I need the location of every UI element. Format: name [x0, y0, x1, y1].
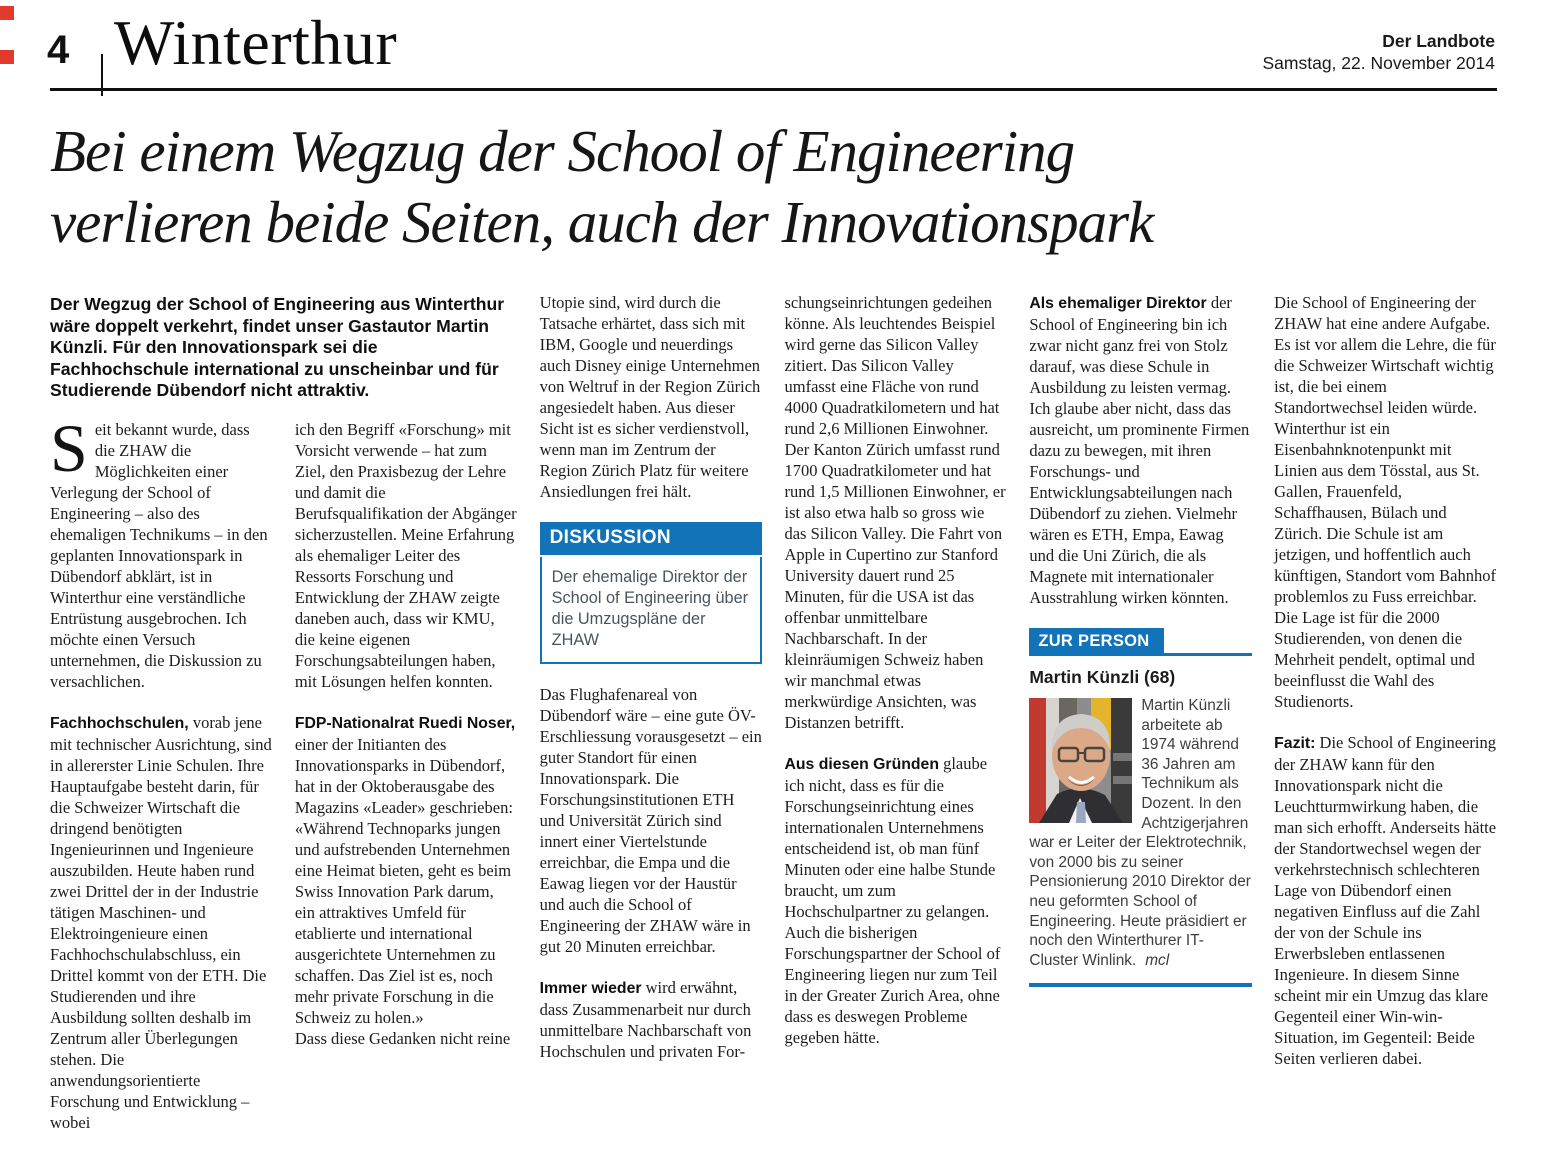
page-number: 4: [47, 28, 70, 72]
headline-line-1: Bei einem Wegzug der School of Engineering: [50, 118, 1075, 184]
author-credit: mcl: [1145, 951, 1170, 969]
headline-line-2: verlieren beide Seiten, auch der Innovationspark: [50, 189, 1154, 255]
paragraph: Dass diese Gedanken nicht reine: [294, 1028, 511, 1048]
diskussion-box-title: DISKUSSION: [540, 522, 763, 555]
person-bio: Martin Künzli arbeitete ab 1974 während 36 Jahren am Technikum als Dozent. In den Achtzigerjahren war er Leiter der Elektrotechnik, von 2000 bis zu seiner Pensionierung 2010 Direktor der neu geformten School of Engineering. Heute präsidiert er noch den Winterthurer IT-Cluster Winlink. mcl: [1029, 697, 1251, 969]
issue-date: Samstag, 22. November 2014: [1262, 53, 1495, 73]
column-5: [1029, 292, 1252, 1153]
zur-person-box: [1029, 628, 1252, 987]
paragraph: Fazit: Die School of Engineering der ZHAW kann für den Innovationspark nicht die Leuchtturmwirkung haben, die man sich erhofft. Anderseits hätte der Standortwechsel wegen der verkehrstechnisch schlechteren Lage von Dübendorf einen negativen Einfluss auf die Zahl der von der Schule ins Erwerbsleben entlassenen Ingenieure. In diesem Sinne scheint mir ein Umzug das klare Gegenteil einer Win-win-Situation, im Gegenteil: Beide Seiten verlieren dabei.: [1274, 733, 1497, 1068]
red-registration-mark-bottom: [0, 50, 14, 64]
header-rule: [50, 88, 1497, 91]
column-3: [540, 292, 763, 1153]
article-body: [50, 292, 1497, 1132]
article-headline: [50, 116, 1500, 258]
paragraph-lead-in: Aus diesen Gründen: [784, 756, 939, 773]
person-box-title: ZUR PERSON: [1029, 628, 1163, 656]
paragraph-lead-in: Fazit:: [1274, 735, 1316, 752]
diskussion-box-text: Der ehemalige Direktor der School of Engineering über die Umzugspläne der ZHAW: [540, 557, 763, 664]
paragraph: Als ehemaliger Direktor der School of Engineering bin ich zwar nicht ganz frei von Stolz darauf, was diese Schule in Ausbildung zu leisten vermag. Ich glaube aber nicht, dass das ausreicht, um prominente Firmen dazu zu bewegen, mit ihren Forschungs- und Entwicklungsabteilungen nach Dübendorf zu ziehen. Vielmehr wären es ETH, Empa, Eawag und die Uni Zürich, die als Magnete mit internationaler Ausstrahlung wirken könnten.: [1029, 293, 1250, 607]
diskussion-box: [540, 522, 763, 664]
person-name: Martin Künzli (68): [1029, 667, 1176, 687]
column-2: [295, 419, 518, 1153]
paragraph: Die School of Engineering der ZHAW hat eine andere Aufgabe. Es ist vor allem die Lehre, die für die Schweizer Wirtschaft wichtig ist, die bei einem Standortwechsel leiden würde. Winterthur ist ein Eisenbahnknotenpunkt mit Linien aus dem Tösstal, aus St. Gallen, Frauenfeld, Schaffhausen, Bülach und Zürich. Die Schule ist am jetzigen, und hoffentlich auch künftigen, Standort vom Bahnhof problemlos zu Fuss erreichbar. Die Lage ist für die 2000 Studierenden, von denen die Mehrheit pendelt, optimal und beeinflusst die Wahl des Studienorts.: [1274, 293, 1496, 711]
portrait-photo: [1029, 698, 1132, 823]
drop-cap: S: [50, 409, 88, 486]
column-4: [784, 292, 1007, 1153]
paragraph-lead-in: FDP-Nationalrat Ruedi Noser,: [294, 714, 516, 732]
paragraph: Seit bekannt wurde, dass die ZHAW die Möglichkeiten einer Verlegung der School of Engineering – also des ehemaligen Technikums – in den geplanten Innovationspark in Dübendorf abklärt, ist in Winterthur eine verständliche Entrüstung ausgebrochen. Ich möchte einen Versuch unternehmen, die Diskussion zu versachlichen.: [50, 409, 268, 691]
column-6: [1274, 292, 1497, 1153]
paragraph: Fachhochschulen, vorab jene mit technischer Ausrichtung, sind in allererster Linie Schulen. Ihre Hauptaufgabe besteht darin, für die Schweizer Wirtschaft die dringend benötigten Ingenieurinnen und Ingenieure auszubilden. Heute haben rund zwei Drittel der in der Industrie tätigen Maschinen- und Elektroingenieure einen Fachhochschulabschluss, ein Drittel kommt von der ETH. Die Studierenden und ihre Ausbildung sollten deshalb im Zentrum aller Überlegungen stehen. Die anwendungsorientierte Forschung und Entwicklung – wobei: [50, 712, 272, 1132]
paragraph-lead-in: Fachhochschulen,: [50, 714, 189, 732]
column-1: [50, 409, 273, 1153]
paper-name: Der Landbote: [1382, 31, 1495, 51]
lead-paragraph: Der Wegzug der School of Engineering aus Winterthur wäre doppelt verkehrt, findet unser Gastautor Martin Künzli. Für den Innovationspark sei die Fachhochschule international zu unscheinbar und für Studierende Dübendorf nicht attraktiv.: [50, 294, 505, 400]
paragraph-lead-in: Immer wieder: [539, 980, 642, 997]
paragraph-lead-in: Als ehemaliger Direktor: [1029, 295, 1207, 312]
paragraph: schungseinrichtungen gedeihen könne. Als leuchtendes Beispiel wird gerne das Silicon Valley zitiert. Das Silicon Valley umfasst eine Fläche von rund 4000 Quadratkilometern und hat rund 2,6 Millionen Einwohner. Der Kanton Zürich umfasst rund 1700 Quadratkilometer und hat rund 1,5 Millionen Einwohner, er ist also etwa halb so gross wie das Silicon Valley. Die Fahrt von Apple in Cupertino zur Stanford University dauert rund 25 Minuten, für die USA ist das offenbar unmittelbare Nachbarschaft. In der kleinräumigen Schweiz haben wir manchmal etwas merkwürdige Ansichten, was Distanzen betrifft.: [784, 293, 1006, 732]
paragraph: Das Flughafenareal von Dübendorf wäre – eine gute ÖV-Erschliessung vorausgesetzt – ein guter Standort für einen Innovationspark. Die Forschungsinstitutionen ETH und Universität Zürich sind innert einer Viertelstunde erreichbar, die Empa und die Eawag liegen vor der Haustür und auch die School of Engineering der ZHAW wäre in gut 20 Minuten erreichbar.: [539, 685, 762, 956]
paragraph: Aus diesen Gründen glaube ich nicht, dass es für die Forschungseinrichtung eines internationalen Unternehmens entscheidend ist, ob man fünf Minuten oder eine halbe Stunde braucht, um zum Hochschulpartner zu gelangen. Auch die bisherigen Forschungspartner der School of Engineering liegen nur zum Teil in der Greater Zurich Area, ohne dass es deswegen Probleme gegeben hätte.: [784, 754, 1001, 1047]
paragraph: FDP-Nationalrat Ruedi Noser, einer der Initianten des Innovationsparks in Dübendorf, hat in der Oktoberausgabe des Magazins «Leader» geschrieben: «Während Technoparks jungen und aufstrebenden Unternehmen eine Heimat bieten, geht es beim Swiss Innovation Park darum, ein attraktives Umfeld für etablierte und international ausgerichtete Unternehmen zu schaffen. Das Ziel ist es, noch mehr private Forschung in die Schweiz zu holen.»: [294, 714, 516, 1027]
paragraph: ich den Begriff «Forschung» mit Vorsicht verwende – hat zum Ziel, den Praxisbezug der Lehre und damit die Berufsqualifikation der Abgänger sicherzustellen. Meine Erfahrung als ehemaliger Leiter des Ressorts Forschung und Entwicklung der ZHAW zeigte daneben auch, dass wir KMU, die keine eigenen Forschungsabteilungen haben, mit Lösungen helfen konnten.: [294, 419, 517, 691]
paragraph: Utopie sind, wird durch die Tatsache erhärtet, dass sich mit IBM, Google und neuerdings auch Disney einige Unternehmen von Weltruf in der Region Zürich angesiedelt haben. Aus dieser Sicht ist es sicher verdienstvoll, wenn man im Zentrum der Region Zürich Platz für weitere Ansiedlungen frei hält.: [539, 293, 761, 501]
paragraph: Immer wieder wird erwähnt, dass Zusammenarbeit nur durch unmittelbare Nachbarschaft von Hochschulen und privaten For-: [539, 978, 752, 1061]
lead-and-first-columns: [50, 292, 518, 1153]
person-box-rule-bottom: [1029, 983, 1252, 987]
section-title: Winterthur: [114, 7, 398, 78]
paper-info: [1263, 30, 1496, 74]
red-registration-mark-top: [0, 6, 14, 20]
